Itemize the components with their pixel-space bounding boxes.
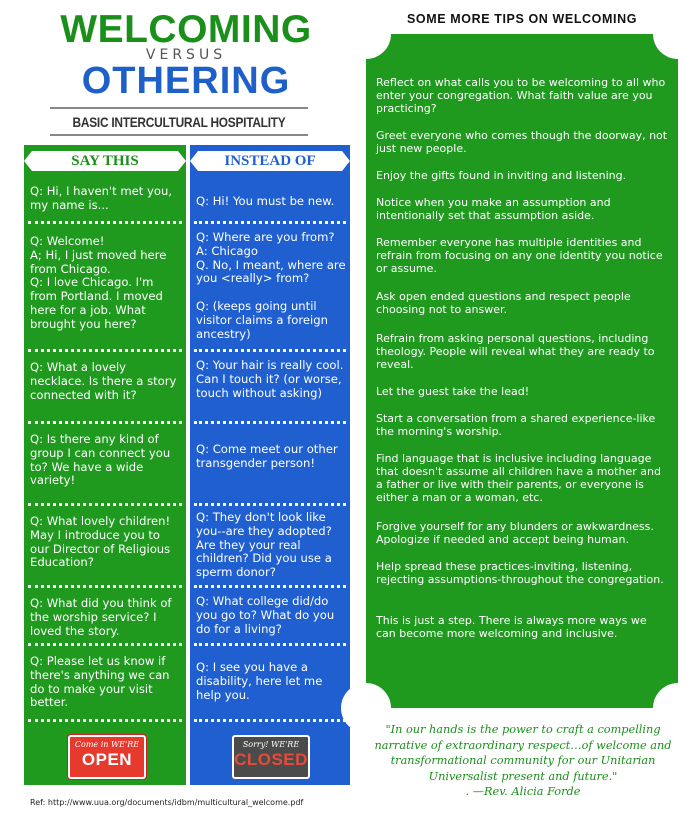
tip-item-7: Refrain from asking personal questions, including theology. People will reveal what they are ready to reveal. <box>376 332 655 371</box>
row-divider <box>28 349 182 352</box>
instead-row-4: Q: Come meet our other transgender person! <box>196 442 338 470</box>
panel-corner-notch <box>653 9 692 59</box>
tip-item-6: Ask open ended questions and respect people choosing not to answer. <box>376 290 631 316</box>
instead-row-1: Q: Hi! You must be new. <box>196 194 335 208</box>
row-divider <box>194 503 346 506</box>
open-sign-small-text: Come in WE'RE <box>74 740 140 749</box>
panel-corner-notch <box>341 9 391 59</box>
row-divider <box>194 349 346 352</box>
instead-row-5: Q: They don't look like you--are they adopted? Are they your real children? Did you use a sperm donor? <box>196 510 332 580</box>
say-row-1: Q: Hi, I haven't met you, my name is... <box>30 184 172 212</box>
say-row-6: Q: What did you think of the worship service? I loved the story. <box>30 596 172 638</box>
tip-item-5: Remember everyone has multiple identities and refrain from focusing on any one identity you notice or assume. <box>376 236 663 275</box>
row-divider <box>194 719 346 722</box>
tip-item-2: Greet everyone who comes though the doorway, not just new people. <box>376 129 668 155</box>
instead-row-2: Q: Where are you from? A: Chicago Q. No, I meant, where are you <really> from? Q: (keeps going until visitor claims a foreign ancestry) <box>196 230 346 341</box>
row-divider <box>194 643 346 646</box>
say-this-banner: SAY THIS <box>32 151 178 171</box>
tip-item-11: Forgive yourself for any blunders or awkwardness. Apologize if needed and accept being human. <box>376 520 654 546</box>
row-divider <box>194 221 346 224</box>
title-rule-bottom <box>50 134 308 136</box>
tip-item-1: Reflect on what calls you to be welcoming to all who enter your congregation. What faith value are you practicing? <box>376 76 666 115</box>
tip-item-13: This is just a step. There is always more ways we can become more welcoming and inclusive. <box>376 614 647 640</box>
say-row-2: Q: Welcome! A; Hi, I just moved here from Chicago. Q: I love Chicago. I'm from Portland. I moved here for a job. What brought you here? <box>30 234 167 331</box>
say-this-column <box>24 145 186 785</box>
tip-item-9: Start a conversation from a shared experience-like the morning's worship. <box>376 412 656 438</box>
closed-sign <box>232 735 310 779</box>
open-sign-big-text: OPEN <box>81 750 133 769</box>
title-rule-top <box>50 107 308 109</box>
row-divider <box>28 421 182 424</box>
row-divider <box>194 421 346 424</box>
instead-of-banner: INSTEAD OF <box>198 151 342 171</box>
tip-item-4: Notice when you make an assumption and intentionally set that assumption aside. <box>376 196 611 222</box>
row-divider <box>28 503 182 506</box>
title-othering: OTHERING <box>81 60 291 102</box>
instead-row-3: Q: Your hair is really cool. Can I touch it? (or worse, touch without asking) <box>196 358 344 400</box>
say-row-4: Q: Is there any kind of group I can connect you to? We have a wide variety! <box>30 432 171 488</box>
tips-heading: SOME MORE TIPS ON WELCOMING <box>406 12 638 26</box>
subtitle: BASIC INTERCULTURAL HOSPITALITY <box>72 114 286 130</box>
row-divider <box>194 585 346 588</box>
closing-quote: "In our hands is the power to craft a compelling narrative of extraordinary respect…of welcome and transformational community for our Unitarian Universalist present and future." . —Rev. Alicia Forde <box>374 723 672 798</box>
open-sign <box>68 735 146 779</box>
say-row-7: Q: Please let us know if there's anything we can do to make your visit better. <box>30 654 170 710</box>
tip-item-12: Help spread these practices-inviting, listening, rejecting assumptions-throughout the congregation. <box>376 560 664 586</box>
tip-item-3: Enjoy the gifts found in inviting and listening. <box>376 169 627 182</box>
row-divider <box>28 719 182 722</box>
tips-panel <box>366 34 678 708</box>
row-divider <box>28 585 182 588</box>
instead-row-7: Q: I see you have a disability, here let me help you. <box>196 660 323 702</box>
tip-item-10: Find language that is inclusive including language that doesn't assume all children have a mother and a father or live with their parents, or everyone is either a man or a woman, etc. <box>376 452 661 504</box>
reference-link[interactable]: Ref: http://www.uua.org/documents/idbm/multicultural_welcome.pdf <box>30 798 304 807</box>
row-divider <box>28 221 182 224</box>
instead-of-column <box>190 145 350 785</box>
closed-sign-big-text: CLOSED <box>234 750 308 769</box>
say-row-3: Q: What a lovely necklace. Is there a story connected with it? <box>30 360 177 402</box>
title-versus: VERSUS <box>145 47 227 63</box>
say-row-5: Q: What lovely children! May I introduce you to our Director of Religious Education? <box>30 514 171 570</box>
instead-row-6: Q: What college did/do you go to? What do you do for a living? <box>196 594 335 636</box>
tip-item-8: Let the guest take the lead! <box>376 385 530 398</box>
title-welcoming: WELCOMING <box>60 8 312 51</box>
row-divider <box>28 643 182 646</box>
closed-sign-small-text: Sorry! WE'RE <box>242 740 300 749</box>
